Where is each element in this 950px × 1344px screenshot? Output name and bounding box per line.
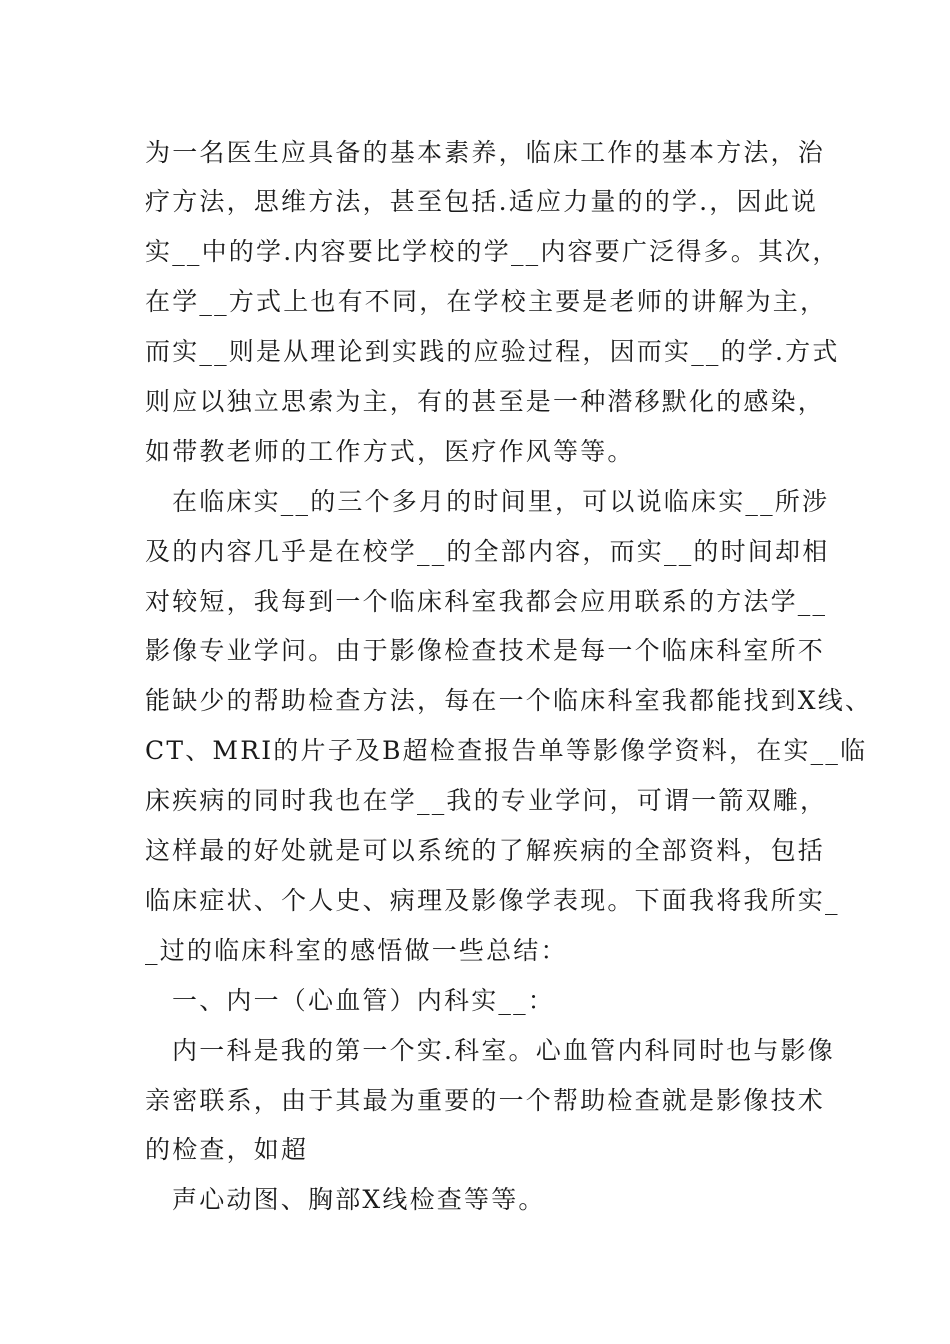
- text-line: 床疾病的同时我也在学__我的专业学问，可谓一箭双雕，: [145, 786, 828, 815]
- text-line: 疗方法，思维方法，甚至包括.适应力量的的学.，因此说: [145, 187, 819, 216]
- text-line: 的检查，如超: [145, 1135, 309, 1164]
- paragraph-start-line: 在临床实__的三个多月的时间里，可以说临床实__所涉: [172, 487, 830, 516]
- text-line: 及的内容几乎是在校学__的全部内容，而实__的时间却相: [145, 537, 830, 566]
- paragraph-start-line: 内一科是我的第一个实.科室。心血管内科同时也与影像: [172, 1036, 835, 1065]
- text-line: 如带教老师的工作方式，医疗作风等等。: [145, 437, 635, 466]
- text-line: 则应以独立思索为主，有的甚至是一种潜移默化的感染，: [145, 387, 826, 416]
- text-line: 在学__方式上也有不同，在学校主要是老师的讲解为主，: [145, 287, 828, 316]
- text-line: CT、MRI的片子及B超检查报告单等影像学资料，在实__临: [145, 736, 868, 765]
- text-line: 实__中的学.内容要比学校的学__内容要广泛得多。其次，: [145, 237, 840, 266]
- text-line: _过的临床科室的感悟做一些总结：: [145, 936, 568, 965]
- text-line: 为一名医生应具备的基本素养，临床工作的基本方法，治: [145, 138, 826, 167]
- paragraph-start-line: 声心动图、胸部X线检查等等。: [172, 1185, 546, 1214]
- section-heading: 一、内一（心血管）内科实__：: [172, 986, 556, 1015]
- text-line: 对较短，我每到一个临床科室我都会应用联系的方法学__: [145, 587, 828, 616]
- text-line: 临床症状、个人史、病理及影像学表现。下面我将我所实_: [145, 886, 840, 915]
- text-line: 这样最的好处就是可以系统的了解疾病的全部资料，包括: [145, 836, 826, 865]
- text-line: 而实__则是从理论到实践的应验过程，因而实__的学.方式: [145, 337, 840, 366]
- text-line: 亲密联系，由于其最为重要的一个帮助检查就是影像技术: [145, 1086, 826, 1115]
- text-line: 影像专业学问。由于影像检查技术是每一个临床科室所不: [145, 636, 826, 665]
- text-line: 能缺少的帮助检查方法，每在一个临床科室我都能找到X线、: [145, 686, 873, 715]
